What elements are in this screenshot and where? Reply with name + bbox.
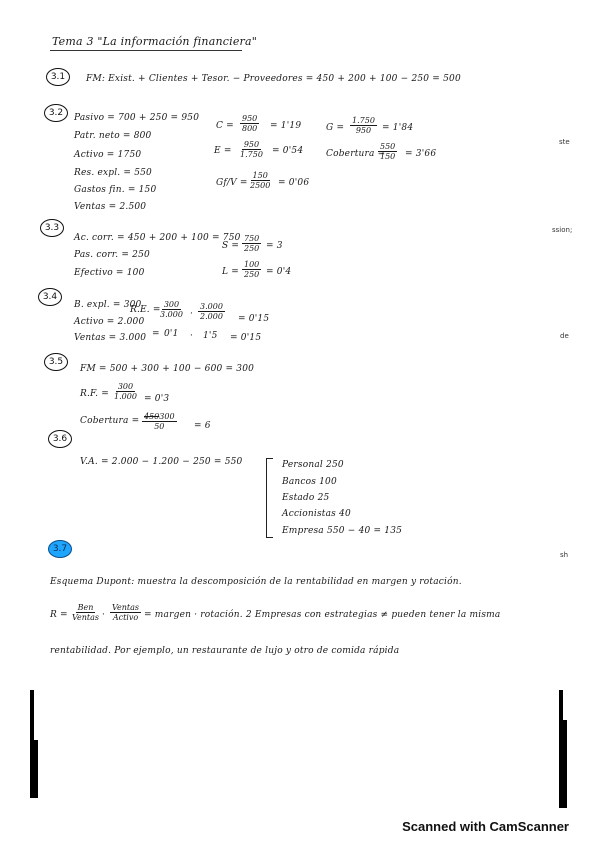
gf-result: = 0'06 [278, 178, 310, 188]
cobertura-result-3-5: = 6 [194, 421, 211, 431]
struck-value: 450 [144, 412, 160, 421]
margin-numerator: Ben [77, 603, 94, 612]
section-number-3-6: 3.6 [48, 430, 72, 448]
g-fraction [350, 116, 377, 135]
re-times-2: · [190, 331, 194, 341]
margin-fragment: ssion; [552, 226, 573, 234]
re-rotacion-value: 1'5 [203, 331, 218, 341]
e-numerator: 950 [243, 140, 260, 149]
title-underline [50, 50, 242, 51]
cobertura-denominator: 150 [380, 152, 396, 161]
va-item-empresa: Empresa 550 − 40 = 135 [282, 526, 403, 536]
gf-denominator: 2500 [250, 181, 271, 190]
l-result: = 0'4 [266, 267, 292, 277]
pasivo-corriente-line: Pas. corr. = 250 [74, 250, 150, 260]
dupont-definition: Esquema Dupont: muestra la descomposición de la rentabilidad en margen y rotación. [50, 577, 462, 587]
e-label: E = [214, 146, 232, 156]
re-fraction-1 [158, 300, 185, 319]
section-number-3-5: 3.5 [44, 353, 68, 371]
cobertura-denominator-3-5: 50 [154, 422, 165, 431]
s-denominator: 250 [244, 244, 260, 253]
patrimonio-line: Patr. neto = 800 [74, 131, 152, 141]
margin-fragment: ste [559, 138, 570, 146]
activo-corriente-line: Ac. corr. = 450 + 200 + 100 = 750 [74, 233, 241, 243]
rf-denominator: 1.000 [114, 392, 137, 401]
section-number-3-3: 3.3 [40, 219, 64, 237]
efectivo-line: Efectivo = 100 [74, 268, 145, 278]
re-f2-denominator: 2.000 [200, 312, 223, 321]
c-fraction [240, 114, 259, 133]
re-f1-denominator: 3.000 [160, 310, 183, 319]
c-result: = 1'19 [270, 121, 302, 131]
cobertura-numerator: 550 [380, 142, 396, 151]
gf-label: Gf/V = [216, 178, 248, 188]
c-numerator: 950 [242, 114, 258, 123]
camscanner-watermark: Scanned with CamScanner [402, 819, 569, 834]
re-eq: = [152, 329, 160, 339]
g-denominator: 950 [355, 126, 372, 135]
s-label: S = [222, 241, 240, 251]
activo-line-3-4: Activo = 2.000 [74, 317, 145, 327]
g-label: G = [326, 123, 345, 133]
va-item-accionistas: Accionistas 40 [282, 509, 351, 519]
va-item-estado: Estado 25 [282, 493, 330, 503]
g-numerator: 1.750 [352, 116, 375, 125]
c-label: C = [216, 121, 234, 131]
scan-edge-left-inner [34, 740, 38, 798]
rf-numerator: 300 [117, 382, 134, 391]
gf-fraction [248, 171, 272, 190]
dupont-times: · [102, 610, 106, 620]
resultado-line: Res. expl. = 550 [74, 168, 152, 178]
re-result-1: = 0'15 [238, 314, 270, 324]
l-label: L = [222, 267, 239, 277]
activo-line: Activo = 1750 [74, 150, 142, 160]
g-result: = 1'84 [382, 123, 414, 133]
c-denominator: 800 [242, 124, 258, 133]
rotation-numerator: Ventas [112, 603, 140, 612]
rf-result: = 0'3 [144, 394, 170, 404]
va-item-personal: Personal 250 [282, 460, 344, 470]
l-numerator: 100 [244, 260, 260, 269]
corrected-value: 300 [159, 412, 175, 421]
cobertura-numerator-3-5 [142, 412, 177, 422]
rotation-denominator: Activo [112, 613, 139, 622]
document-title: Tema 3 "La información financiera" [52, 35, 257, 48]
l-denominator: 250 [244, 270, 260, 279]
cobertura-label: Cobertura = [326, 149, 386, 159]
pasivo-line: Pasivo = 700 + 250 = 950 [74, 113, 200, 123]
cobertura-result: = 3'66 [405, 149, 437, 159]
re-result-2: = 0'15 [230, 333, 262, 343]
s-numerator: 750 [244, 234, 260, 243]
va-item-bancos: Bancos 100 [282, 477, 337, 487]
s-fraction [242, 234, 261, 253]
re-f2-numerator: 3.000 [200, 302, 223, 311]
scan-edge-right-inner [563, 720, 567, 808]
dupont-line-3: rentabilidad. Por ejemplo, un restaurante de lujo y otro de comida rápida [50, 646, 400, 656]
va-line: V.A. = 2.000 − 1.200 − 250 = 550 [80, 457, 243, 467]
fm-line-3-5: FM = 500 + 300 + 100 − 600 = 300 [80, 364, 255, 374]
margin-denominator: Ventas [72, 613, 100, 622]
cobertura-fraction [378, 142, 397, 161]
e-denominator: 1.750 [240, 150, 263, 159]
margin-fraction [70, 603, 101, 622]
fm-formula: FM: Exist. + Clientes + Tesor. − Proveedores = 450 + 200 + 100 − 250 = 500 [86, 74, 461, 84]
gastos-fin-line: Gastos fin. = 150 [74, 185, 157, 195]
s-result: = 3 [266, 241, 283, 251]
section-number-3-1: 3.1 [46, 68, 70, 86]
rf-fraction [112, 382, 139, 401]
e-fraction [238, 140, 265, 159]
re-label: R.E. = [130, 305, 161, 315]
cobertura-fraction-3-5 [142, 412, 177, 431]
beneficio-line: B. expl. = 300 [74, 300, 142, 310]
rotation-fraction [110, 603, 141, 622]
ventas-line: Ventas = 2.500 [74, 202, 147, 212]
section-number-3-7-highlighted: 3.7 [48, 540, 72, 558]
re-f1-numerator: 300 [163, 300, 180, 309]
margin-fragment: de [560, 332, 569, 340]
e-result: = 0'54 [272, 146, 304, 156]
dupont-line-2: = margen · rotación. 2 Empresas con estrategias ≠ pueden tener la misma [144, 610, 501, 620]
ventas-line-3-4: Ventas = 3.000 [74, 333, 147, 343]
re-times: · [190, 309, 194, 319]
margin-fragment: sh [560, 551, 569, 559]
r-label: R = [50, 610, 68, 620]
distribution-brace [266, 458, 273, 538]
rf-label: R.F. = [80, 389, 109, 399]
section-number-3-2: 3.2 [44, 104, 68, 122]
section-number-3-4: 3.4 [38, 288, 62, 306]
gf-numerator: 150 [252, 171, 268, 180]
l-fraction [242, 260, 261, 279]
re-margen-value: 0'1 [164, 329, 179, 339]
re-fraction-2 [198, 302, 225, 321]
cobertura-label-3-5: Cobertura = [80, 416, 140, 426]
